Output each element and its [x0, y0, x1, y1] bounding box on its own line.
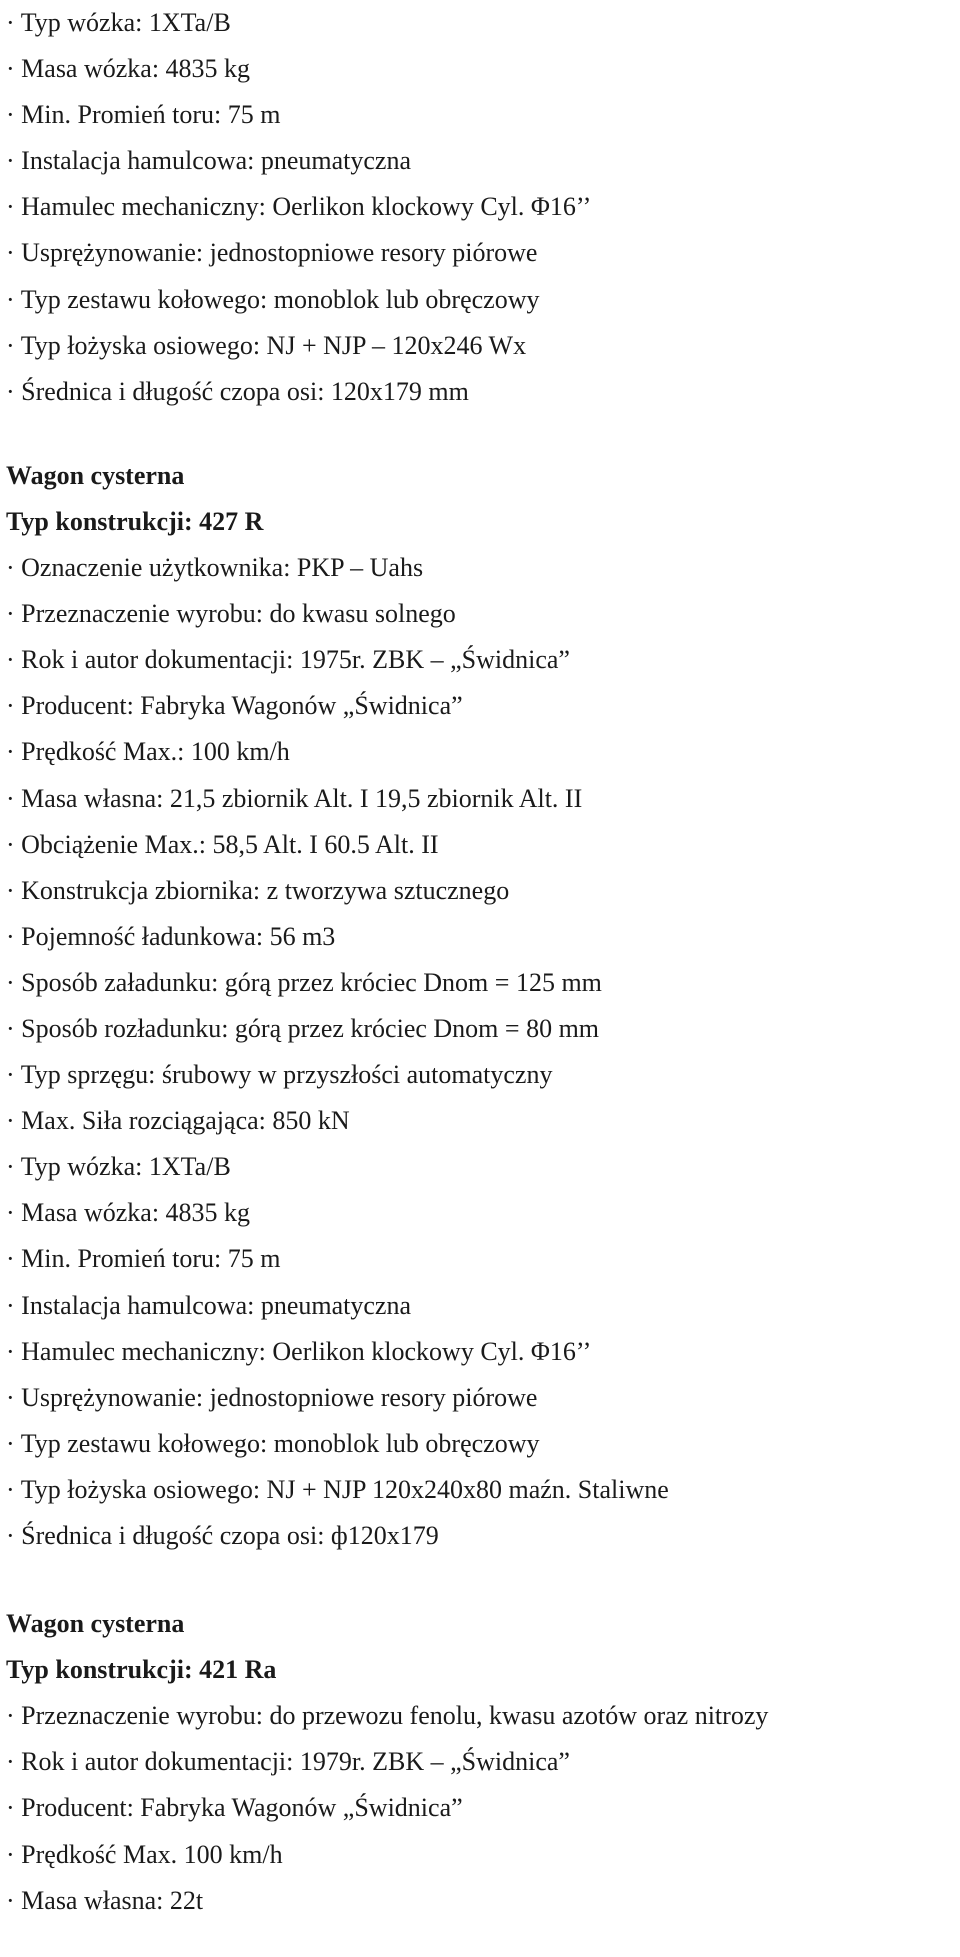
list-item: · Instalacja hamulcowa: pneumatyczna: [6, 1290, 411, 1320]
list-item: · Usprężynowanie: jednostopniowe resory piórowe: [6, 238, 538, 268]
list-item: · Typ sprzęgu: śrubowy w przyszłości automatyczny: [6, 1060, 553, 1090]
list-item: · Pojemność ładunkowa: 56 m3: [6, 921, 336, 951]
list-item: · Rok i autor dokumentacji: 1975r. ZBK – „Świdnica”: [6, 645, 570, 675]
list-item: · Masa wózka: 4835 kg: [6, 54, 251, 84]
list-item: · Masa własna: 21,5 zbiornik Alt. I 19,5 zbiornik Alt. II: [6, 783, 583, 813]
section-title: Wagon cysterna: [6, 1609, 185, 1639]
section-1-list: [6, 0, 956, 415]
section-gap: [6, 415, 956, 453]
list-item: · Oznaczenie użytkownika: PKP – Uahs: [6, 553, 424, 583]
list-item: · Typ zestawu kołowego: monoblok lub obręczowy: [6, 284, 540, 314]
construction-type-heading: Typ konstrukcji: 421 Ra: [6, 1655, 277, 1685]
list-item: · Typ wózka: 1XTa/B: [6, 8, 231, 37]
list-item: · Min. Promień toru: 75 m: [6, 100, 281, 130]
construction-type-heading: Typ konstrukcji: 427 R: [6, 506, 264, 536]
list-item: · Producent: Fabryka Wagonów „Świdnica”: [6, 1793, 463, 1823]
list-item: · Konstrukcja zbiornika: z tworzywa sztucznego: [6, 875, 510, 905]
list-item: · Instalacja hamulcowa: pneumatyczna: [6, 146, 411, 176]
list-item: · Typ łożyska osiowego: NJ + NJP – 120x246 Wx: [6, 330, 527, 360]
list-item: · Przeznaczenie wyrobu: do przewozu fenolu, kwasu azotów oraz nitrozy: [6, 1701, 769, 1731]
list-item: · Masa własna: 22t: [6, 1885, 204, 1915]
list-item: · Średnica i długość czopa osi: ф120x179: [6, 1521, 439, 1550]
list-item: · Przeznaczenie wyrobu: do kwasu solnego: [6, 599, 456, 629]
list-item: · Prędkość Max.: 100 km/h: [6, 737, 290, 767]
list-item: · Typ zestawu kołowego: monoblok lub obręczowy: [6, 1428, 540, 1458]
section-gap: [6, 1559, 956, 1601]
list-item: · Max. Siła rozciągająca: 850 kN: [6, 1106, 350, 1136]
list-item: · Hamulec mechaniczny: Oerlikon klockowy Cyl. Φ16’’: [6, 192, 592, 222]
list-item: · Sposób załadunku: górą przez króciec Dnom = 125 mm: [6, 967, 602, 997]
list-item: · Masa wózka: 4835 kg: [6, 1198, 251, 1228]
list-item: · Usprężynowanie: jednostopniowe resory piórowe: [6, 1382, 538, 1412]
list-item: · Producent: Fabryka Wagonów „Świdnica”: [6, 691, 463, 721]
document-page: [6, 0, 956, 1924]
list-item: · Typ łożyska osiowego: NJ + NJP 120x240x80 maźn. Staliwne: [6, 1474, 669, 1504]
list-item: · Obciążenie Max.: 58,5 Alt. I 60.5 Alt. II: [6, 829, 439, 859]
list-item: · Hamulec mechaniczny: Oerlikon klockowy Cyl. Φ16’’: [6, 1336, 592, 1366]
section-title: Wagon cysterna: [6, 460, 185, 490]
list-item: · Typ wózka: 1XTa/B: [6, 1152, 231, 1182]
wagon-section-427r: [6, 453, 956, 1559]
list-item: · Min. Promień toru: 75 m: [6, 1244, 281, 1274]
list-item: · Rok i autor dokumentacji: 1979r. ZBK – „Świdnica”: [6, 1747, 570, 1777]
list-item: · Sposób rozładunku: górą przez króciec Dnom = 80 mm: [6, 1013, 600, 1043]
wagon-section-421ra: [6, 1601, 956, 1924]
list-item: · Średnica i długość czopa osi: 120x179 mm: [6, 376, 469, 406]
list-item: · Prędkość Max. 100 km/h: [6, 1839, 283, 1869]
